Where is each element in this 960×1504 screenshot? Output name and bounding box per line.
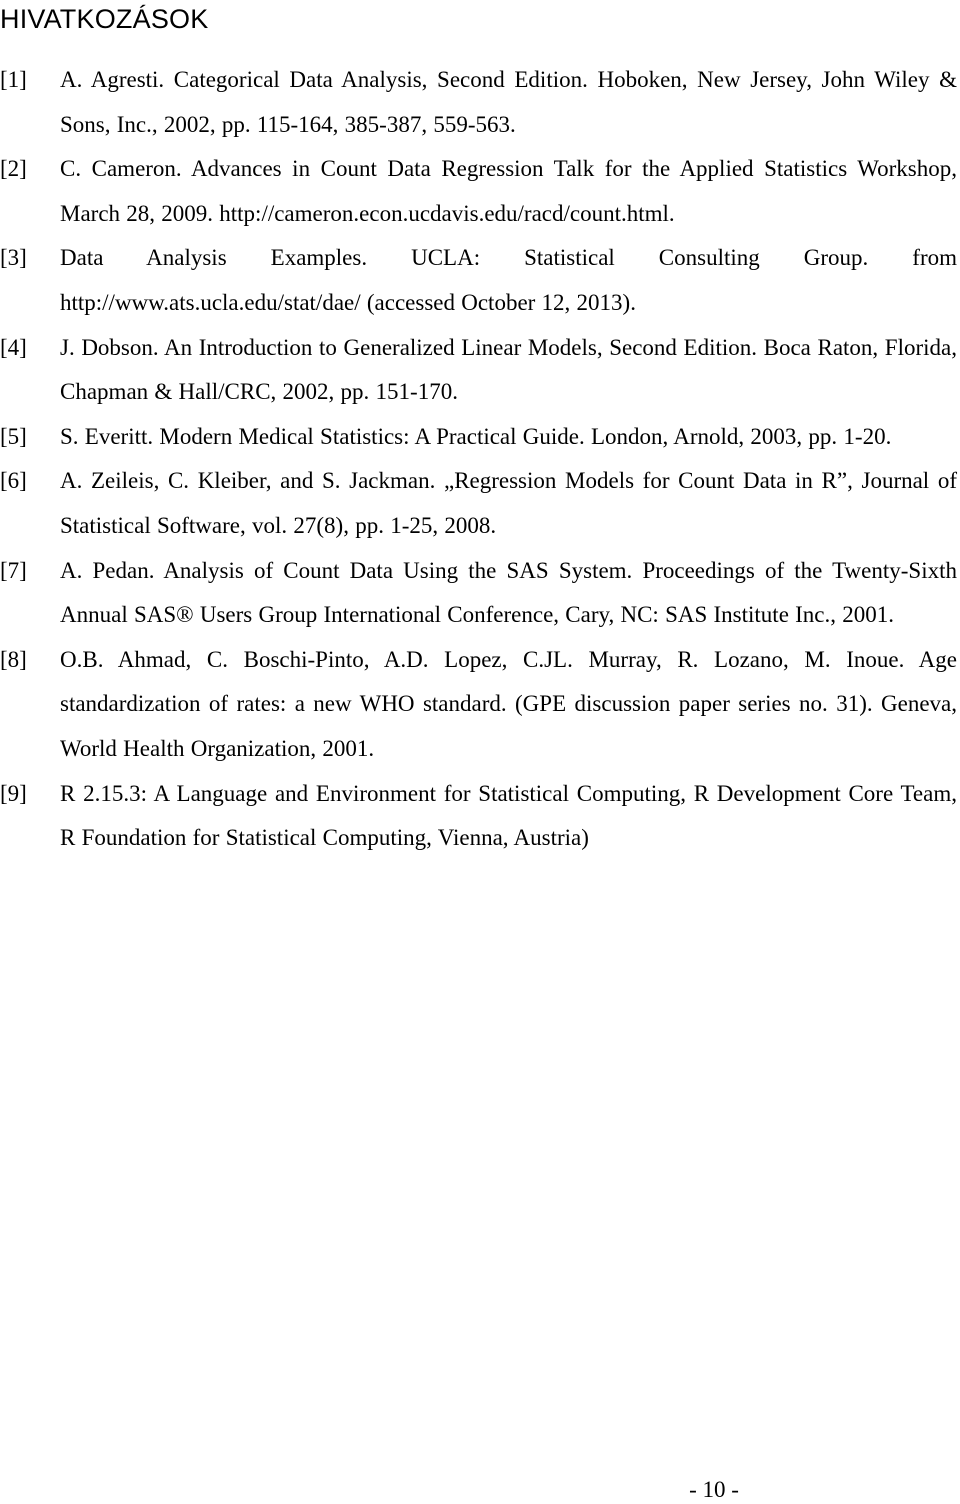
reference-text: O.B. Ahmad, C. Boschi-Pinto, A.D. Lopez, C.JL. Murray, R. Lozano, M. Inoue. Age standardization of rates: a new WHO standard. (GPE discussion paper series no. 31). Geneva, World Health Organization, 2001. [60,646,957,761]
reference-number: [5] [0,423,27,449]
reference-item [0,415,957,460]
reference-item [0,147,957,236]
reference-list [0,58,957,861]
section-heading: HIVATKOZÁSOK [0,4,209,34]
reference-number: [1] [0,67,27,92]
reference-text: J. Dobson. An Introduction to Generalized Linear Models, Second Edition. Boca Raton, Florida, Chapman & Hall/CRC, 2002, pp. 151-170. [60,334,957,405]
reference-text: A. Zeileis, C. Kleiber, and S. Jackman. „Regression Models for Count Data in R”, Journal of Statistical Software, vol. 27(8), pp. 1-25, 2008. [60,468,957,538]
reference-item [0,58,957,147]
reference-item [0,326,957,415]
reference-number: [6] [0,468,27,494]
page-number: - 10 - [689,1477,739,1502]
reference-text: Data Analysis Examples. UCLA: Statistical Consulting Group. from http://www.ats.ucla.edu/stat/dae/ (accessed October 12, 2013). [60,245,957,315]
reference-number: [3] [0,245,27,271]
reference-item [0,236,957,325]
reference-text: R 2.15.3: A Language and Environment for Statistical Computing, R Development Core Team, R Foundation for Statistical Computing, Vienna, Austria) [60,780,957,851]
reference-item [0,772,957,861]
reference-item [0,638,957,772]
reference-item [0,459,957,548]
reference-text: A. Agresti. Categorical Data Analysis, Second Edition. Hoboken, New Jersey, John Wiley & Sons, Inc., 2002, pp. 115-164, 385-387, 559-563. [60,67,957,137]
reference-item [0,549,957,638]
reference-number: [9] [0,780,27,806]
page-footer [0,1476,960,1504]
reference-text: C. Cameron. Advances in Count Data Regression Talk for the Applied Statistics Workshop, March 28, 2009. http://cameron.econ.ucdavis.edu/racd/count.html. [60,156,957,226]
reference-text: A. Pedan. Analysis of Count Data Using the SAS System. Proceedings of the Twenty-Sixth Annual SAS® Users Group International Conference, Cary, NC: SAS Institute Inc., 2001. [60,557,957,628]
reference-number: [2] [0,156,27,182]
reference-number: [4] [0,334,27,360]
reference-number: [7] [0,557,27,583]
reference-text: S. Everitt. Modern Medical Statistics: A Practical Guide. London, Arnold, 2003, pp. 1-20. [60,423,892,449]
reference-number: [8] [0,646,27,672]
